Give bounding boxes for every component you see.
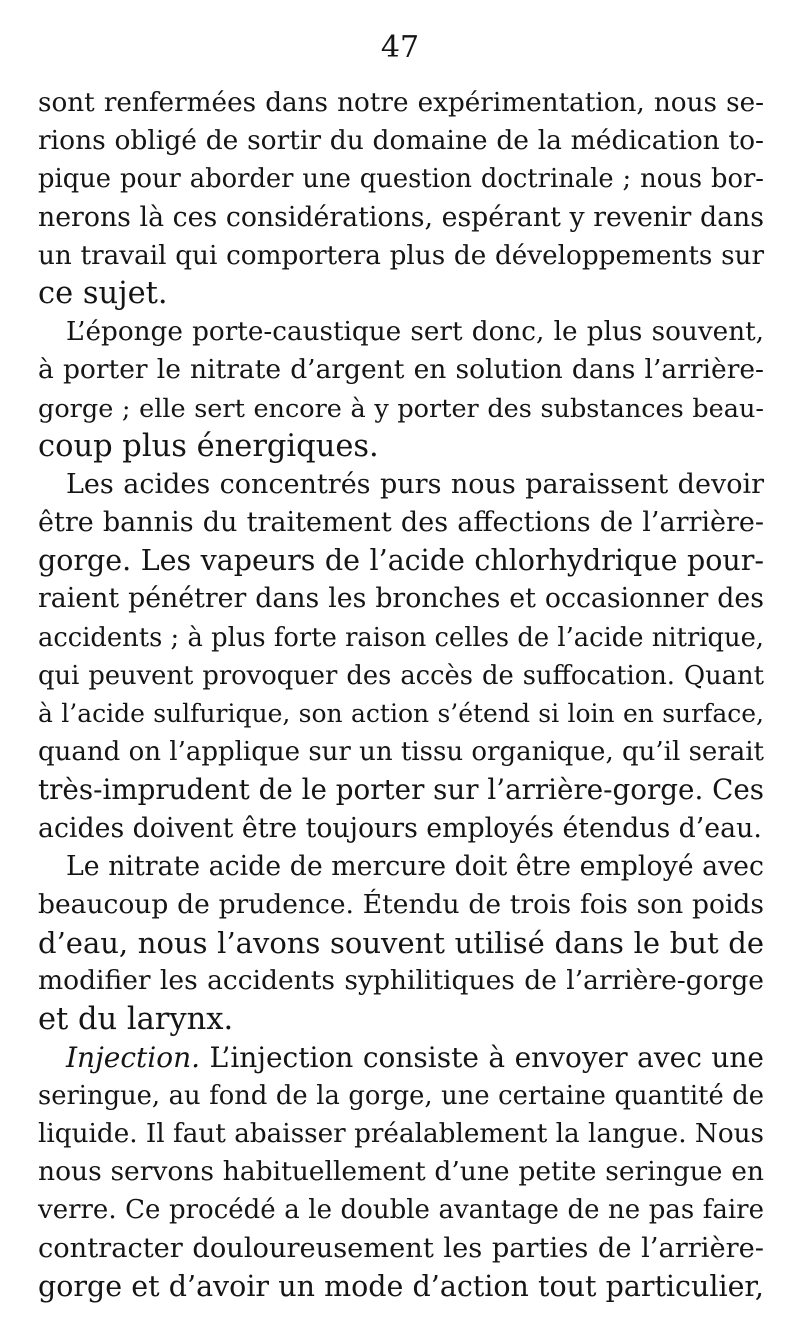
text-line: modifier les accidents syphilitiques de l’arrière-gorge: [38, 965, 764, 997]
text-line: à porter le nitrate d’argent en solution dans l’arrière-: [38, 354, 764, 386]
injection-line-text: L’injection consiste à envoyer avec une: [209, 1040, 764, 1074]
text-line: qui peuvent provoquer des accès de suffocation. Quant: [38, 660, 764, 691]
injection-heading: Injection.: [66, 1040, 201, 1074]
text-line: seringue, au fond de la gorge, une certaine quantité de: [38, 1080, 764, 1111]
text-line: et du larynx.: [38, 1001, 234, 1037]
text-line: raient pénétrer dans les bronches et occasionner des: [38, 583, 764, 615]
text-line: un travail qui comportera plus de développements sur: [38, 240, 764, 271]
text-line: ce sujet.: [38, 275, 168, 311]
text-line: verre. Ce procédé a le double avantage de ne pas faire: [38, 1195, 764, 1226]
text-line: être bannis du traitement des affections de l’arrière-: [38, 507, 764, 539]
text-line: liquide. Il faut abaisser préalablement la langue. Nous: [38, 1119, 765, 1150]
text-line: gorge et d’avoir un mode d’action tout particulier,: [38, 1269, 764, 1303]
text-line: coup plus énergiques.: [38, 428, 379, 464]
text-line: sont renfermées dans notre expérimentation, nous se-: [38, 88, 764, 118]
text-line: nerons là ces considérations, espérant y revenir dans: [38, 201, 764, 233]
text-line: rions obligé de sortir du domaine de la médication to-: [38, 125, 764, 157]
text-body: [38, 84, 764, 1306]
text-line: L’éponge porte-caustique sert donc, le plus souvent,: [66, 317, 764, 348]
text-line: d’eau, nous l’avons souvent utilisé dans le but de: [38, 926, 764, 961]
text-line: beaucoup de prudence. Étendu de trois fois son poids: [38, 888, 764, 920]
text-line: Les acides concentrés purs nous paraissent devoir: [66, 468, 764, 500]
text-line-injection: [38, 1039, 764, 1077]
text-line: très-imprudent de le porter sur l’arrière-gorge. Ces: [38, 773, 764, 807]
text-line: à l’acide sulfurique, son action s’étend si loin en surface,: [38, 699, 764, 728]
text-line: gorge ; elle sert encore à y porter des substances beau-: [38, 393, 764, 424]
text-line: acides doivent être toujours employés étendus d’eau.: [38, 812, 762, 844]
text-line: contracter douloureusement les parties de l’arrière-: [38, 1232, 764, 1264]
text-line: accidents ; à plus forte raison celles de l’acide nitrique,: [38, 622, 764, 653]
text-line: gorge. Les vapeurs de l’acide chlorhydrique pour-: [38, 544, 764, 578]
text-line: nous servons habituellement d’une petite seringue en: [38, 1156, 764, 1188]
text-line: quand on l’applique sur un tissu organique, qu’il serait: [38, 737, 764, 768]
text-line: pique pour aborder une question doctrinale ; nous bor-: [38, 164, 764, 195]
text-line: Le nitrate acide de mercure doit être employé avec: [66, 850, 764, 882]
page-number: 47: [380, 30, 420, 65]
